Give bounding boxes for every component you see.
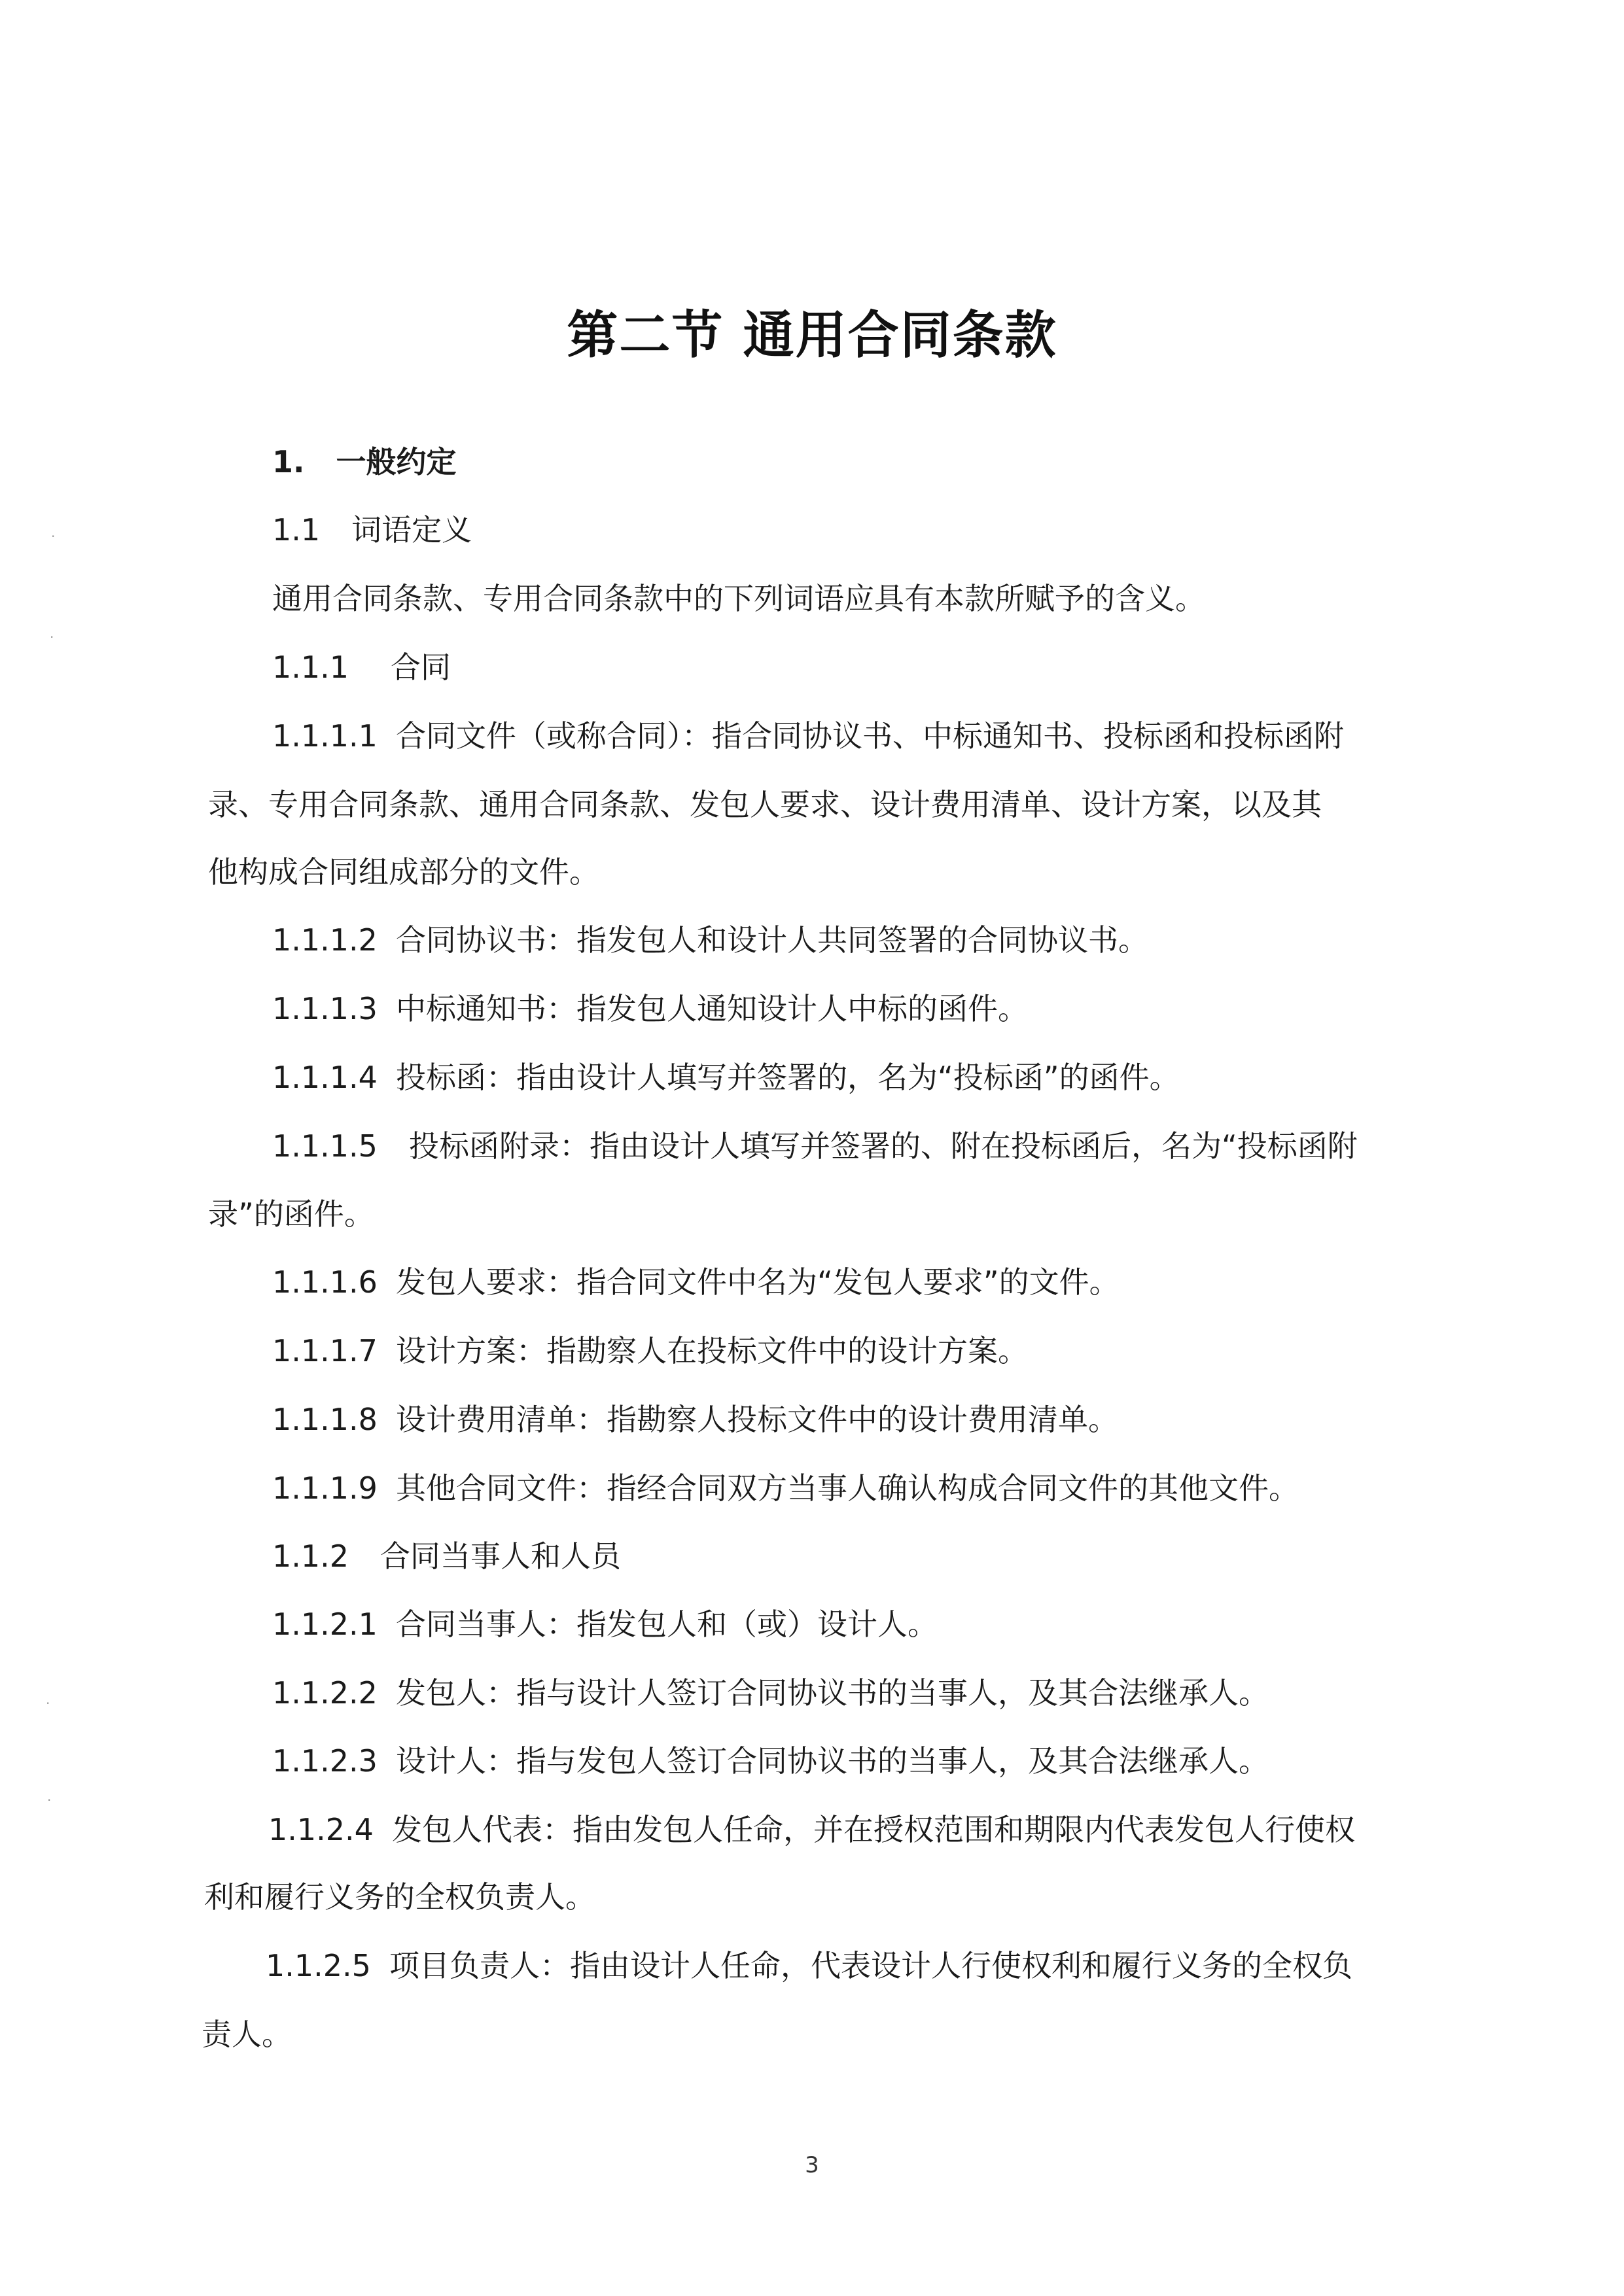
clause-text: 项目负责人：指由设计人任命，代表设计人行使权利和履行义务的全权负	[389, 1948, 1352, 1983]
section-number: 1.1.2	[272, 1539, 349, 1574]
clause-text: 设计费用清单：指勘察人投标文件中的设计费用清单。	[395, 1402, 1118, 1437]
scan-artifact: ·	[46, 1696, 50, 1711]
clause-1-1-2-4-line2: 利和履行义务的全权负责人。	[204, 1879, 595, 1915]
clause-text: 设计方案：指勘察人在投标文件中的设计方案。	[395, 1333, 1028, 1368]
clause-number: 1.1.1.3	[272, 991, 378, 1026]
page-number: 3	[805, 2152, 819, 2178]
clause-text: 中标通知书：指发包人通知设计人中标的函件。	[395, 991, 1028, 1026]
clause-text: 其他合同文件：指经合同双方当事人确认构成合同文件的其他文件。	[395, 1470, 1299, 1506]
section-number: 1.1	[272, 512, 321, 548]
clause-text: 发包人要求：指合同文件中名为“发包人要求”的文件。	[395, 1264, 1120, 1300]
scan-artifact: ·	[47, 1792, 52, 1808]
clause-1-1-1-5-line2: 录”的函件。	[208, 1196, 374, 1232]
section-1-1-1-heading	[272, 648, 451, 687]
clause-1-1-1-9	[272, 1469, 1299, 1508]
clause-number: 1.1.2.1	[272, 1607, 378, 1642]
clause-1-1-2-5-line2: 责人。	[202, 2017, 292, 2052]
clause-1-1-2-4-line1	[268, 1810, 1355, 1849]
clause-1-1-1-1-line2: 录、专用合同条款、通用合同条款、发包人要求、设计费用清单、设计方案，以及其	[208, 787, 1322, 822]
clause-number: 1.1.2.3	[272, 1743, 378, 1779]
clause-number: 1.1.1.9	[272, 1470, 378, 1506]
clause-1-1-2-5-line1	[266, 1946, 1352, 1985]
clause-1-1-1-1-line3: 他构成合同组成部分的文件。	[208, 854, 599, 890]
clause-text: 投标函：指由设计人填写并签署的，名为“投标函”的函件。	[395, 1060, 1180, 1095]
scan-artifact: ·	[51, 529, 56, 544]
intro-paragraph: 通用合同条款、专用合同条款中的下列词语应具有本款所赋予的含义。	[272, 581, 1205, 616]
clause-number: 1.1.1.5	[272, 1128, 378, 1164]
clause-number: 1.1.1.1	[272, 718, 378, 754]
clause-1-1-2-3	[272, 1741, 1269, 1781]
section-1-1-heading	[272, 510, 472, 549]
clause-number: 1.1.1.8	[272, 1402, 378, 1437]
clause-number: 1.1.1.4	[272, 1060, 378, 1095]
section-1-heading	[272, 442, 456, 481]
clause-text: 设计人：指与发包人签订合同协议书的当事人，及其合法继承人。	[395, 1743, 1269, 1779]
clause-1-1-1-7	[272, 1331, 1028, 1370]
clause-text: 发包人代表：指由发包人任命，并在授权范围和期限内代表发包人行使权	[391, 1812, 1355, 1847]
clause-1-1-1-3	[272, 989, 1028, 1028]
clause-1-1-2-2	[272, 1673, 1269, 1713]
clause-1-1-1-6	[272, 1262, 1120, 1302]
section-label: 合同	[391, 650, 451, 685]
section-number: 1.1.1	[272, 650, 349, 685]
clause-number: 1.1.1.7	[272, 1333, 378, 1368]
clause-1-1-2-1	[272, 1605, 938, 1644]
clause-text: 合同文件（或称合同）：指合同协议书、中标通知书、投标函和投标函附	[395, 718, 1344, 754]
section-number: 1.	[272, 444, 305, 479]
clause-number: 1.1.2.2	[272, 1675, 378, 1711]
clause-text: 合同协议书：指发包人和设计人共同签署的合同协议书。	[395, 922, 1148, 958]
clause-1-1-1-1-line1	[272, 716, 1344, 756]
clause-number: 1.1.2.4	[268, 1812, 374, 1847]
clause-text: 发包人：指与设计人签订合同协议书的当事人，及其合法继承人。	[395, 1675, 1269, 1711]
section-1-1-2-heading	[272, 1537, 621, 1576]
section-label: 词语定义	[351, 512, 472, 548]
clause-1-1-1-4	[272, 1058, 1180, 1097]
clause-1-1-1-8	[272, 1400, 1118, 1439]
clause-number: 1.1.1.6	[272, 1264, 378, 1300]
clause-1-1-1-2	[272, 920, 1148, 960]
scan-artifact: ·	[50, 629, 54, 645]
section-label: 一般约定	[336, 444, 457, 479]
clause-text: 投标函附录：指由设计人填写并签署的、附在投标函后，名为“投标函附	[408, 1128, 1358, 1164]
page-title: 第二节 通用合同条款	[567, 306, 1057, 365]
clause-number: 1.1.2.5	[266, 1948, 371, 1983]
section-label: 合同当事人和人员	[380, 1539, 622, 1574]
clause-number: 1.1.1.2	[272, 922, 378, 958]
clause-text: 合同当事人：指发包人和（或）设计人。	[395, 1607, 938, 1642]
clause-1-1-1-5-line1	[272, 1126, 1358, 1166]
